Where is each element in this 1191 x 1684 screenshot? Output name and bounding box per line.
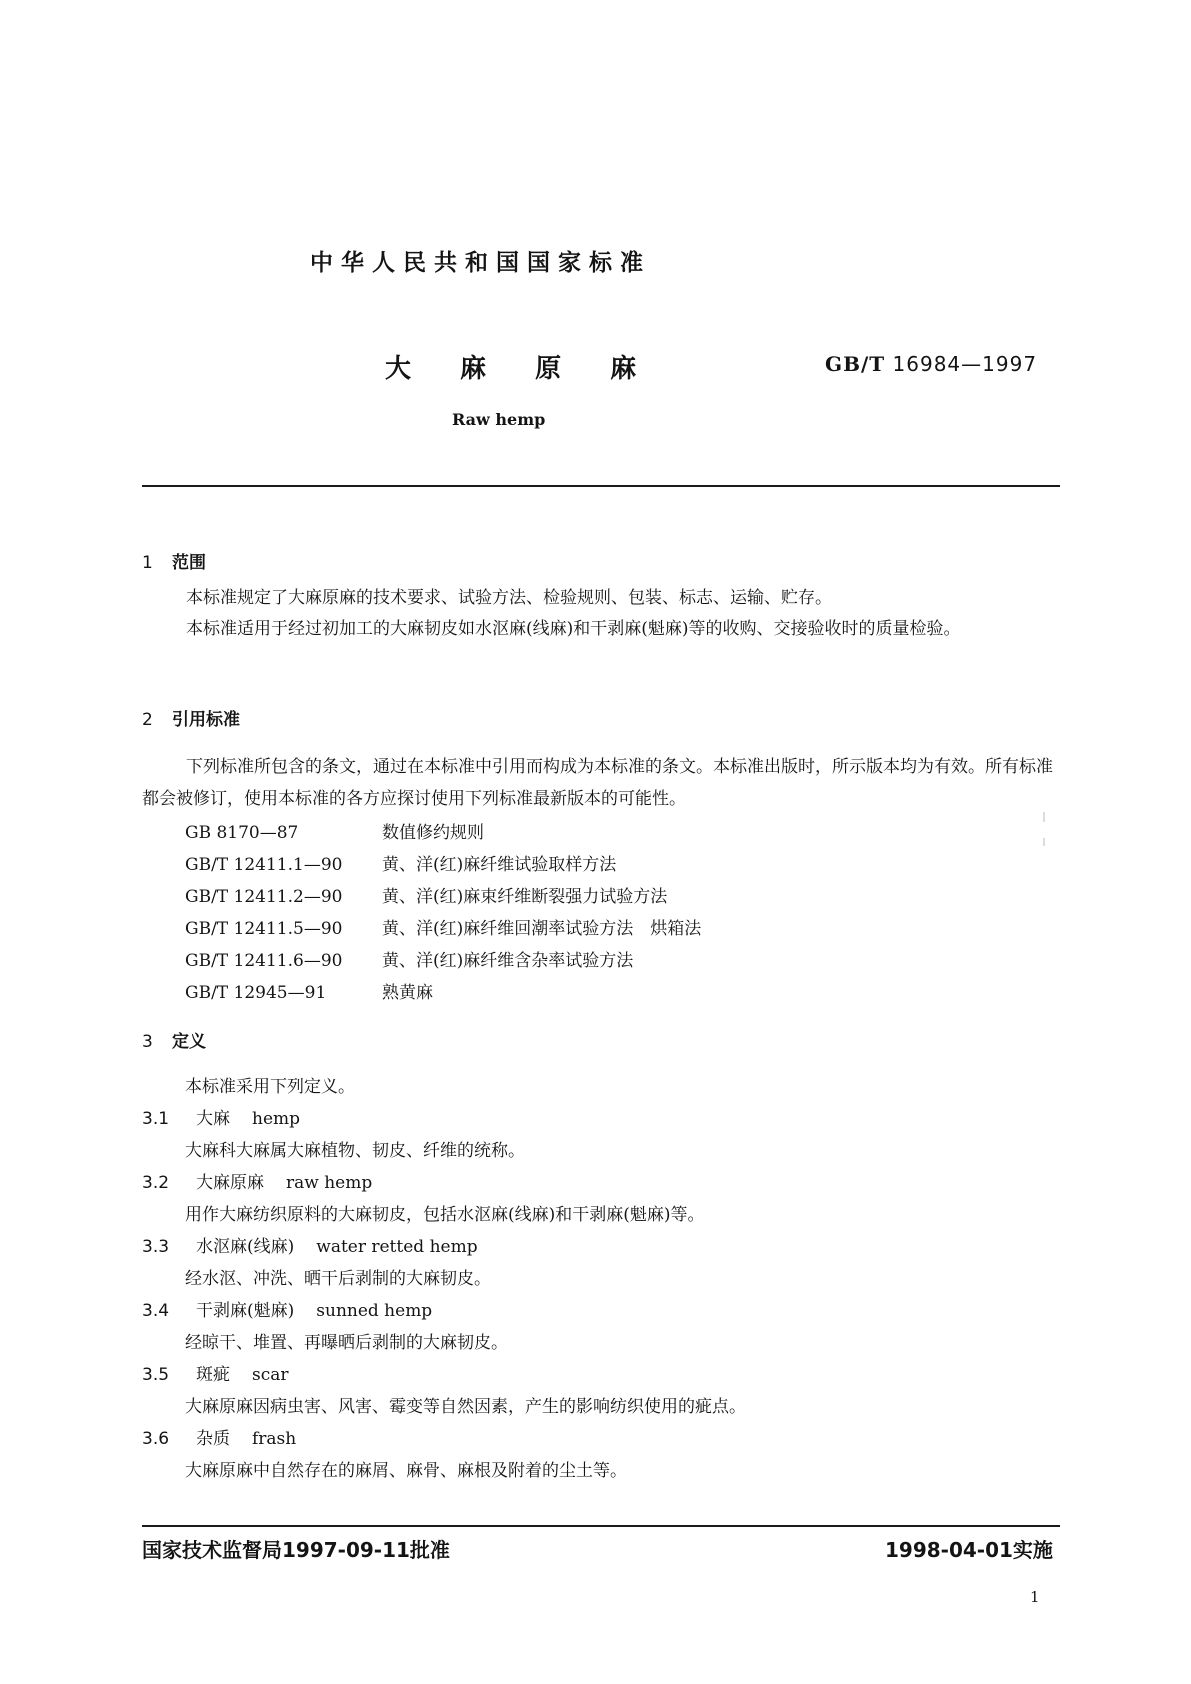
section-number: 2 — [142, 710, 153, 730]
definition-term: 干剥麻(魁麻) — [196, 1301, 295, 1321]
definition-heading — [142, 1168, 372, 1193]
definition-number: 3.3 — [142, 1237, 170, 1257]
definition-term: 斑疵 — [196, 1365, 230, 1385]
english-title: Raw hemp — [452, 410, 546, 429]
definition-text: 大麻科大麻属大麻植物、韧皮、纤维的统称。 — [185, 1141, 525, 1161]
definition-english: water retted hemp — [316, 1237, 478, 1257]
section-2-paragraph-1: 下列标准所包含的条文，通过在本标准中引用而构成为本标准的条文。本标准出版时，所示版本均为有效。所有标准都会被修订，使用本标准的各方应探讨使用下列标准最新版本的可能性。 — [142, 757, 1053, 809]
reference-code: GB/T 12411.6—90 — [185, 951, 343, 971]
reference-title: 黄、洋(红)麻束纤维断裂强力试验方法 — [382, 887, 668, 907]
definition-english: hemp — [252, 1109, 301, 1129]
definition-heading — [142, 1424, 296, 1449]
reference-title: 黄、洋(红)麻纤维回潮率试验方法 烘箱法 — [382, 919, 702, 939]
reference-item — [185, 818, 484, 843]
reference-item — [185, 914, 701, 939]
scan-mark — [1043, 838, 1045, 846]
definition-term: 水沤麻(线麻) — [196, 1237, 295, 1257]
section-title: 引用标准 — [172, 710, 240, 730]
reference-title: 黄、洋(红)麻纤维试验取样方法 — [382, 855, 617, 875]
definition-heading — [142, 1104, 300, 1129]
section-3-intro: 本标准采用下列定义。 — [185, 1077, 355, 1097]
reference-code: GB/T 12945—91 — [185, 983, 327, 1003]
standard-code — [825, 352, 1037, 376]
reference-code: GB 8170—87 — [185, 823, 299, 843]
definition-text: 经晾干、堆置、再曝晒后剥制的大麻韧皮。 — [185, 1333, 508, 1353]
definition-term: 大麻 — [196, 1109, 230, 1129]
standard-organization: 中华人民共和国国家标准 — [310, 250, 651, 276]
definition-number: 3.1 — [142, 1109, 170, 1129]
definition-text: 经水沤、冲洗、晒干后剥制的大麻韧皮。 — [185, 1269, 491, 1289]
section-3-heading — [142, 1027, 206, 1052]
scan-mark — [1043, 812, 1045, 822]
document-title: 大 麻 原 麻 — [385, 354, 657, 384]
definition-english: frash — [252, 1429, 297, 1449]
definition-number: 3.4 — [142, 1301, 170, 1321]
reference-title: 黄、洋(红)麻纤维含杂率试验方法 — [382, 951, 634, 971]
definition-text: 大麻原麻中自然存在的麻屑、麻骨、麻根及附着的尘土等。 — [185, 1461, 627, 1481]
definition-english: sunned hemp — [316, 1301, 433, 1321]
approval-note: 国家技术监督局1997-09-11批准 — [142, 1538, 450, 1562]
standard-code-number: 16984—1997 — [892, 352, 1038, 376]
section-title: 范围 — [172, 553, 206, 573]
section-1-heading — [142, 548, 206, 573]
reference-item — [185, 946, 633, 971]
reference-title: 数值修约规则 — [382, 823, 484, 843]
definition-text: 用作大麻纺织原料的大麻韧皮，包括水沤麻(线麻)和干剥麻(魁麻)等。 — [185, 1205, 705, 1225]
definition-english: scar — [252, 1365, 289, 1385]
reference-code: GB/T 12411.1—90 — [185, 855, 343, 875]
section-1-paragraph-2: 本标准适用于经过初加工的大麻韧皮如水沤麻(线麻)和干剥麻(魁麻)等的收购、交接验收时的质量检验。 — [186, 619, 961, 639]
reference-title: 熟黄麻 — [382, 983, 433, 1003]
page-number: 1 — [1030, 1588, 1040, 1606]
effective-date: 1998-04-01实施 — [885, 1538, 1053, 1562]
section-number: 3 — [142, 1032, 153, 1052]
definition-term: 杂质 — [196, 1429, 230, 1449]
definition-number: 3.5 — [142, 1365, 170, 1385]
section-number: 1 — [142, 553, 153, 573]
reference-code: GB/T 12411.2—90 — [185, 887, 343, 907]
reference-item — [185, 882, 667, 907]
definition-english: raw hemp — [286, 1173, 373, 1193]
reference-code: GB/T 12411.5—90 — [185, 919, 343, 939]
section-title: 定义 — [172, 1032, 206, 1052]
definition-text: 大麻原麻因病虫害、风害、霉变等自然因素，产生的影响纺织使用的疵点。 — [185, 1397, 746, 1417]
definition-number: 3.6 — [142, 1429, 170, 1449]
definition-heading — [142, 1232, 478, 1257]
section-2-heading — [142, 705, 240, 730]
definition-number: 3.2 — [142, 1173, 170, 1193]
definition-heading — [142, 1296, 432, 1321]
definition-heading — [142, 1360, 289, 1385]
reference-item — [185, 978, 433, 1003]
header-rule — [142, 485, 1060, 487]
section-1-paragraph-1: 本标准规定了大麻原麻的技术要求、试验方法、检验规则、包装、标志、运输、贮存。 — [186, 588, 832, 608]
reference-item — [185, 850, 616, 875]
standard-code-prefix: GB/T — [825, 352, 886, 376]
footer-rule — [142, 1525, 1060, 1527]
definition-term: 大麻原麻 — [196, 1173, 264, 1193]
